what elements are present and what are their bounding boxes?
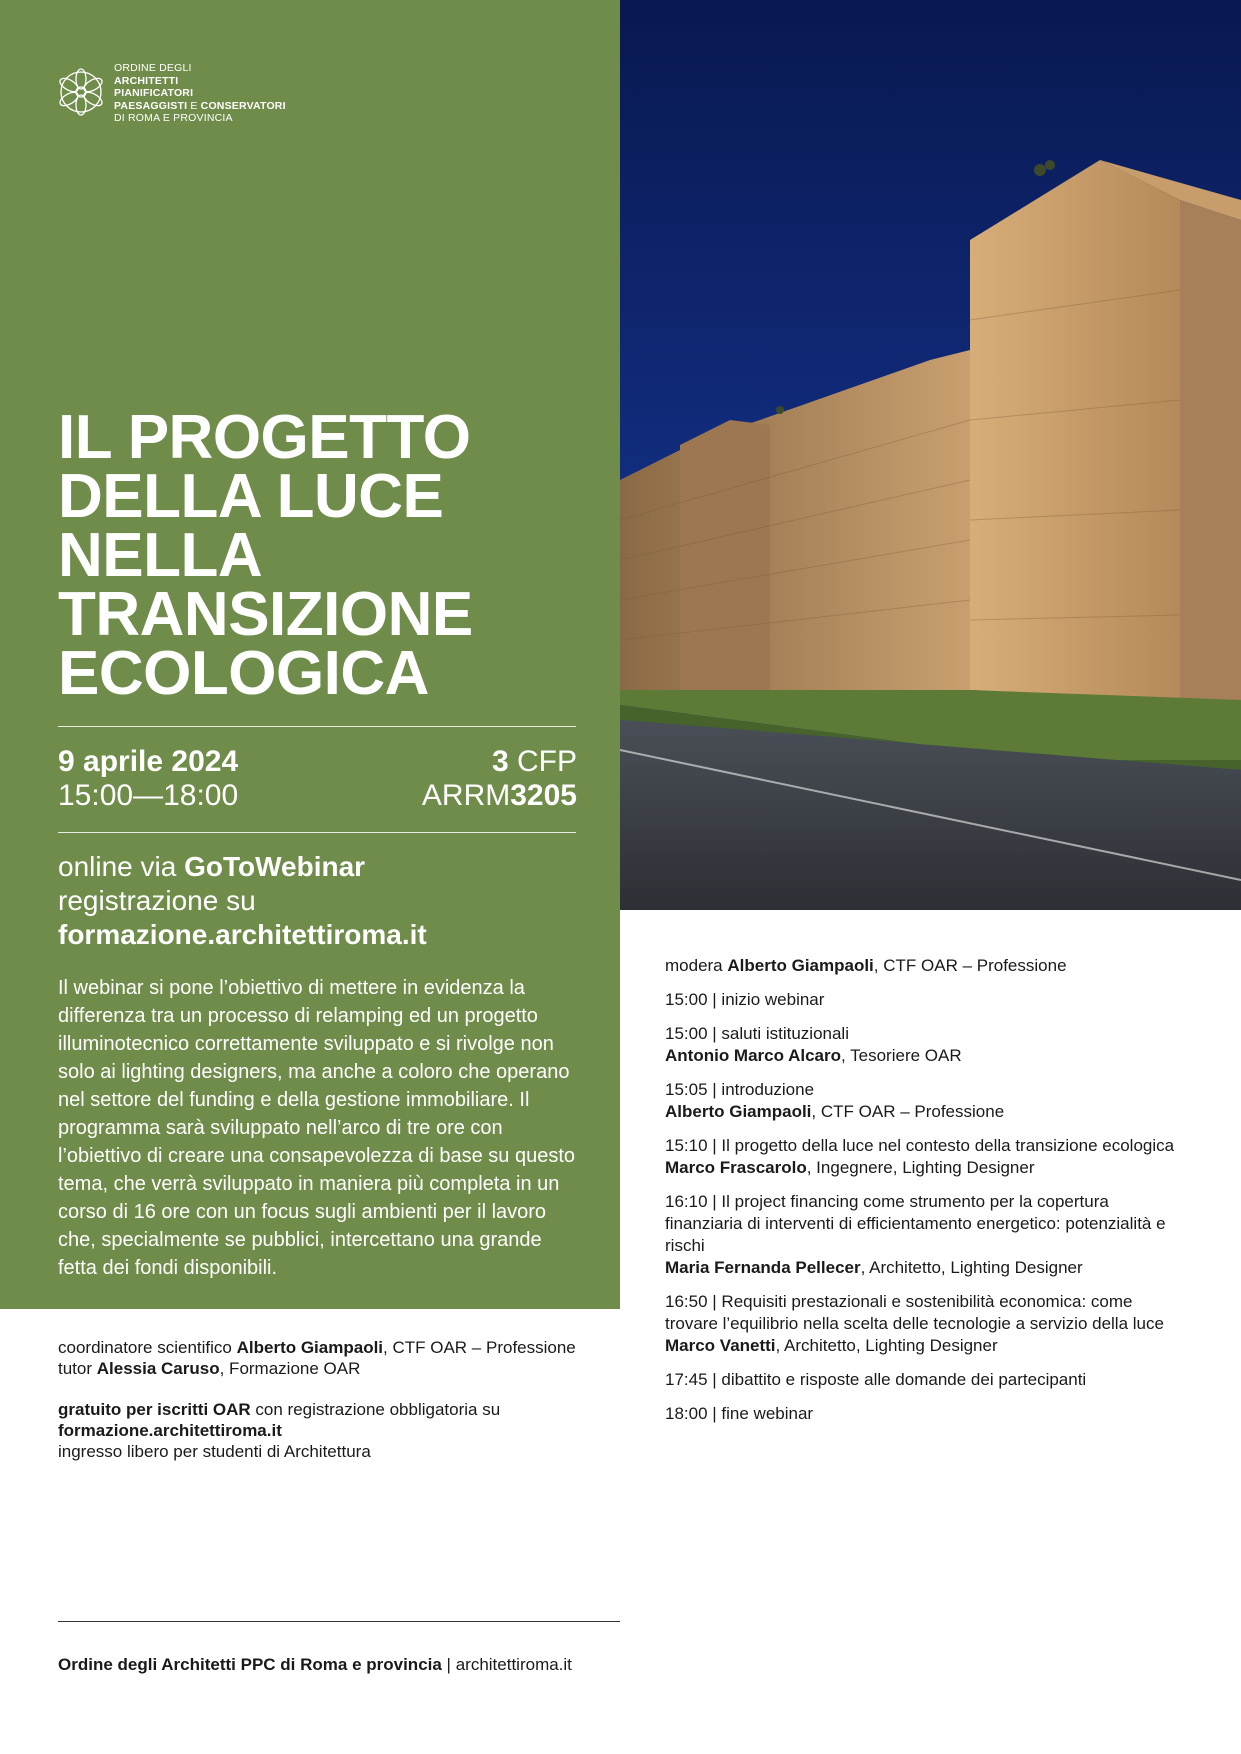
title-line: ECOLOGICA — [58, 639, 429, 708]
divider-top — [58, 726, 576, 727]
logo-line-2: ARCHITETTI — [114, 74, 179, 87]
program-item — [665, 1291, 1185, 1357]
item-time: 15:05 — [665, 1080, 708, 1099]
item-text: introduzione — [721, 1080, 815, 1099]
item-role: , Architetto, Lighting Designer — [775, 1336, 998, 1355]
logo-line-6: CONSERVATORI — [200, 99, 286, 112]
footer-org: Ordine degli Architetti PPC di Roma e provincia — [58, 1655, 442, 1674]
item-text: dibattito e risposte alle domande dei partecipanti — [721, 1370, 1087, 1389]
item-time: 15:00 — [665, 1024, 708, 1043]
coordinator-label: coordinatore scientifico — [58, 1338, 232, 1357]
item-role: , Ingegnere, Lighting Designer — [806, 1158, 1035, 1177]
logo-line-7: DI ROMA E PROVINCIA — [114, 112, 233, 124]
program-item — [665, 1023, 1185, 1067]
moderator-label: modera — [665, 956, 723, 975]
coordinator-role: , CTF OAR – Professione — [383, 1338, 576, 1357]
item-role: , CTF OAR – Professione — [811, 1102, 1005, 1121]
event-description: Il webinar si pone l’obiettivo di mettere in evidenza la differenza tra un processo di relamping ed un progetto illuminotecnico correttamente sviluppato e si rivolge non solo ai lighting designers, ma anche a coloro che operano nel settore del funding e della gestione immobiliare. Il programma sarà sviluppato nell’arco di tre ore con l’obiettivo di creare una consapevolezza di base su questo tema, che verrà sviluppato in maniera più completa in un corso di 16 ore con un focus sugli ambienti per il lavoro che, specialmente se pubblici, intercettano una grande fetta dei fondi disponibili. — [58, 977, 575, 1279]
free-text: con registrazione obbligatoria su — [250, 1400, 501, 1419]
title-line: NELLA — [58, 521, 263, 590]
program-item — [665, 1135, 1185, 1179]
program-item — [665, 1369, 1185, 1391]
tutor-role: , Formazione OAR — [219, 1359, 361, 1378]
separator: | — [707, 1024, 722, 1043]
item-text: Il project financing come strumento per la copertura finanziaria di interventi di efficientamento energetico: potenzialità e rischi — [665, 1192, 1166, 1255]
program-item — [665, 1079, 1185, 1123]
credits-info — [58, 1337, 618, 1462]
item-time: 16:50 — [665, 1292, 708, 1311]
event-credits — [422, 745, 577, 813]
item-speaker: Marco Frascarolo — [665, 1158, 807, 1177]
separator: | — [707, 990, 722, 1009]
item-text: Il progetto della luce nel contesto della transizione ecologica — [721, 1136, 1175, 1155]
separator: | — [707, 1136, 722, 1155]
registration-link[interactable]: formazione.architettiroma.it — [58, 919, 427, 950]
item-text: fine webinar — [721, 1404, 814, 1423]
item-time: 15:10 — [665, 1136, 708, 1155]
code-prefix: ARRM — [421, 779, 511, 812]
event-date: 9 aprile 2024 — [58, 745, 239, 778]
coordinator-name: Alberto Giampaoli — [236, 1338, 384, 1357]
item-speaker: Alberto Giampaoli — [665, 1102, 812, 1121]
item-text: Requisiti prestazionali e sostenibilità economica: come trovare l’equilibrio nella scelta delle tecnologie a servizio della luce — [665, 1292, 1164, 1333]
code-number: 3205 — [510, 779, 577, 812]
item-time: 18:00 — [665, 1404, 708, 1423]
separator: | — [707, 1370, 722, 1389]
students-note: ingresso libero per studenti di Architettura — [58, 1442, 371, 1461]
footer — [58, 1654, 572, 1676]
program-item — [665, 1403, 1185, 1425]
item-role: , Tesoriere OAR — [841, 1046, 962, 1065]
aurelian-walls-photo — [620, 0, 1241, 910]
moderator-role: , CTF OAR – Professione — [873, 956, 1067, 975]
free-registration-link[interactable]: formazione.architettiroma.it — [58, 1421, 282, 1440]
oar-flower-logo-icon — [58, 62, 104, 122]
event-datetime — [58, 745, 238, 813]
divider-bottom — [58, 832, 576, 833]
footer-separator: | — [441, 1655, 456, 1674]
item-text: inizio webinar — [721, 990, 825, 1009]
separator: | — [707, 1292, 722, 1311]
item-speaker: Marco Vanetti — [665, 1336, 776, 1355]
cfp-number: 3 — [491, 745, 509, 778]
item-text: saluti istituzionali — [721, 1024, 849, 1043]
free-label: gratuito per iscritti OAR — [58, 1400, 251, 1419]
separator: | — [707, 1080, 722, 1099]
moderator-line — [665, 955, 1185, 977]
tutor-label: tutor — [58, 1359, 93, 1378]
logo-line-3: PIANIFICATORI — [114, 87, 194, 99]
title-line: TRANSIZIONE — [58, 580, 473, 649]
moderator-name: Alberto Giampaoli — [727, 956, 874, 975]
logo-line-1: ORDINE DEGLI — [114, 62, 192, 74]
separator: | — [707, 1192, 722, 1211]
tutor-name: Alessia Caruso — [96, 1359, 220, 1378]
separator: | — [707, 1404, 722, 1423]
online-prefix: online via — [58, 851, 177, 882]
title-line: IL PROGETTO — [58, 403, 471, 472]
item-speaker: Maria Fernanda Pellecer — [665, 1258, 861, 1277]
registration-text: registrazione su — [58, 885, 256, 916]
item-role: , Architetto, Lighting Designer — [860, 1258, 1083, 1277]
program-item — [665, 989, 1185, 1011]
online-info — [58, 850, 427, 952]
program-item — [665, 1191, 1185, 1279]
event-time: 15:00—18:00 — [58, 779, 239, 812]
logo-line-4: PAESAGGISTI — [114, 99, 188, 112]
title-line: DELLA LUCE — [58, 462, 444, 531]
program-schedule — [665, 955, 1185, 1437]
item-time: 16:10 — [665, 1192, 708, 1211]
platform-name: GoToWebinar — [184, 851, 366, 882]
item-time: 17:45 — [665, 1370, 708, 1389]
item-speaker: Antonio Marco Alcaro — [665, 1046, 841, 1065]
oar-logo — [58, 62, 286, 125]
footer-link[interactable]: architettiroma.it — [455, 1655, 572, 1674]
logo-line-5: E — [190, 99, 198, 112]
footer-divider — [58, 1621, 620, 1622]
walls-night-image — [620, 0, 1241, 910]
item-time: 15:00 — [665, 990, 708, 1009]
event-title — [58, 403, 598, 708]
cfp-label: CFP — [517, 745, 577, 778]
logo-text — [114, 62, 286, 125]
